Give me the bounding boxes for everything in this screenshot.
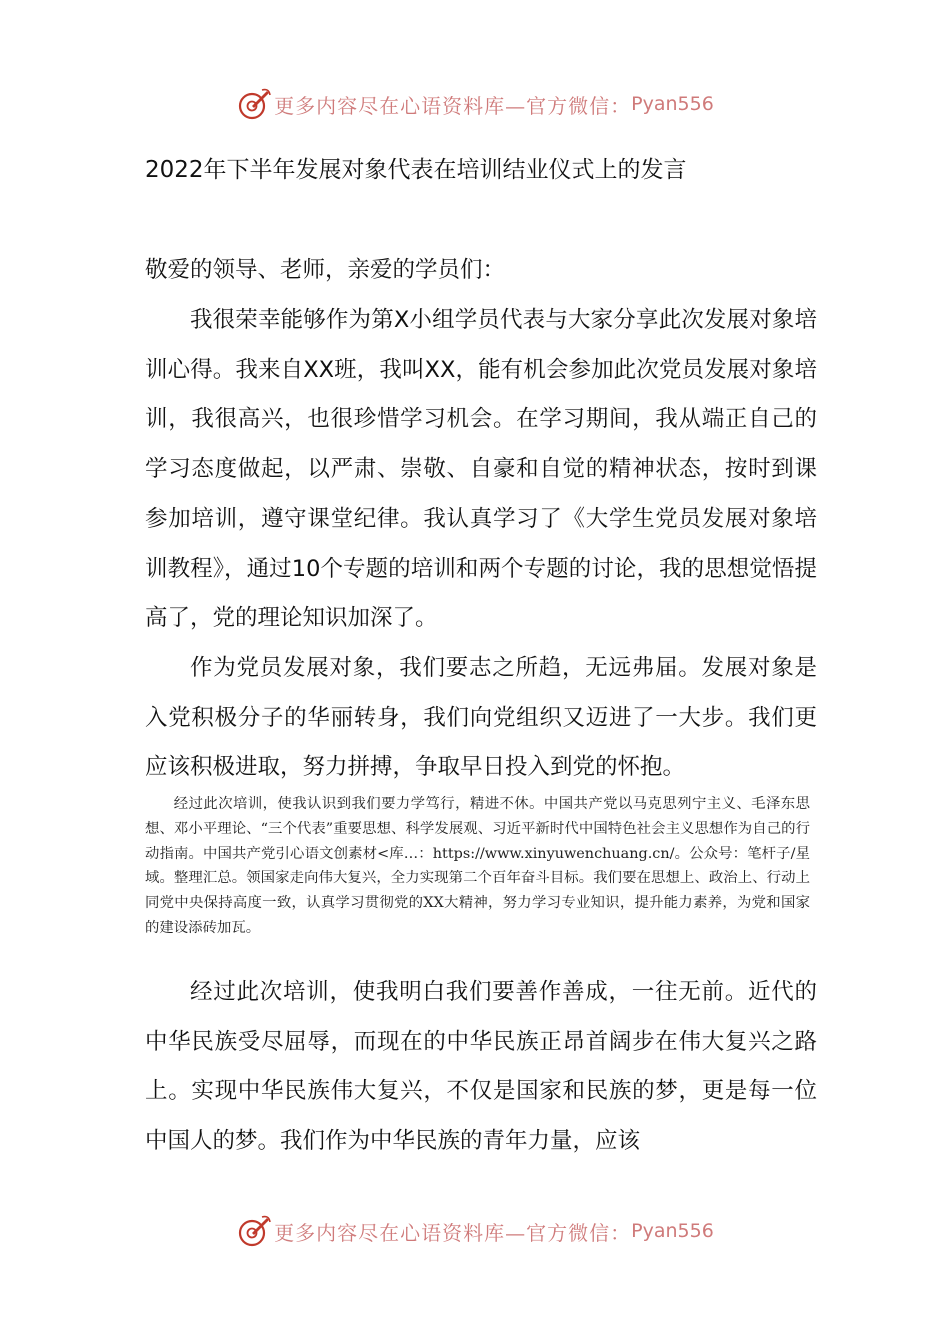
banner-text: 更多内容尽在心语资料库—官方微信：: [274, 93, 632, 118]
document-title: 2022年下半年发展对象代表在培训结业仪式上的发言: [145, 157, 687, 183]
header-banner: [0, 84, 950, 124]
banner-wechat-id: Pyan556: [631, 93, 714, 115]
footer-banner: [0, 1211, 950, 1251]
banner-wechat-id: Pyan556: [631, 1220, 714, 1242]
salutation: 敬爱的领导、老师，亲爱的学员们：: [145, 257, 506, 283]
banner-text: 更多内容尽在心语资料库—官方微信：: [274, 1220, 632, 1245]
body-paragraph-3-small: 经过此次培训，使我认识到我们要力学笃行，精进不休。中国共产党以马克思列宁主义、毛泽东思想、邓小平理论、“三个代表”重要思想、科学发展观、习近平新时代中国特色社会主义思想作为自己的行动指南。中国共产党引心语文创素材<库…：https://www.xinyuwenchuang.cn/。公众号：笔杆子/星域。整理汇总。领国家走向伟大复兴，全力实现第二个百年奋斗目标。我们要在思想上、政治上、行动上同党中央保持高度一致，认真学习贯彻党的XX大精神，努力学习专业知识，提升能力素养，为党和国家的建设添砖加瓦。: [145, 796, 810, 936]
pen-nib-logo-icon: [236, 1213, 272, 1249]
body-paragraph-1: 我很荣幸能够作为第X小组学员代表与大家分享此次发展对象培训心得。我来自XX班，我叫XX，能有机会参加此次党员发展对象培训，我很高兴，也很珍惜学习机会。在学习期间，我从端正自己的学习态度做起，以严肃、崇敬、自豪和自觉的精神状态，按时到课参加培训，遵守课堂纪律。我认真学习了《大学生党员发展对象培训教程》，通过10个专题的培训和两个专题的讨论，我的思想觉悟提高了，党的理论知识加深了。: [145, 307, 817, 632]
pen-nib-logo-icon: [236, 86, 272, 122]
body-paragraph-4: 经过此次培训，使我明白我们要善作善成，一往无前。近代的中华民族受尽屈辱，而现在的中华民族正昂首阔步在伟大复兴之路上。实现中华民族伟大复兴，不仅是国家和民族的梦，更是每一位中国人的梦。我们作为中华民族的青年力量，应该: [145, 979, 817, 1155]
body-paragraph-2: 作为党员发展对象，我们要志之所趋，无远弗届。发展对象是入党积极分子的华丽转身，我们向党组织又迈进了一大步。我们更应该积极进取，努力拼搏，争取早日投入到党的怀抱。: [145, 655, 817, 781]
